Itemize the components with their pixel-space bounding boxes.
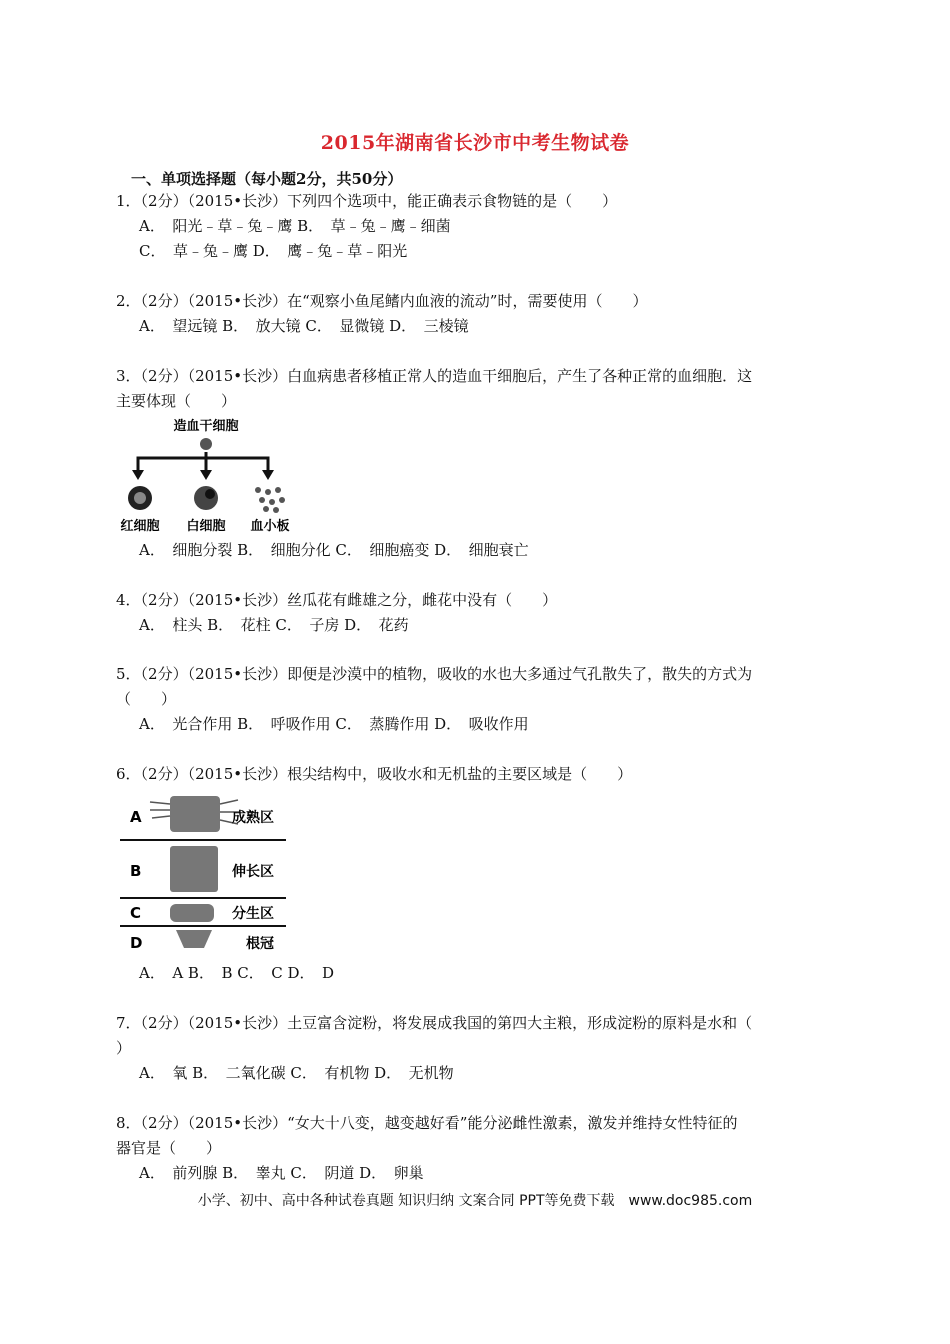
zone-b-letter: B bbox=[130, 862, 142, 880]
question-3-options: A． 细胞分裂 B． 细胞分化 C． 细胞癌变 D． 细胞衰亡 bbox=[139, 541, 529, 559]
question-7-stem-line2: ） bbox=[116, 1039, 132, 1057]
white-blood-cell-label: 白细胞 bbox=[186, 519, 226, 534]
arrow-right-icon bbox=[262, 470, 274, 480]
question-3-stem-line1: 3．（2分）（2015•长沙）白血病患者移植正常人的造血干细胞后，产生了各种正常的血细胞．这 bbox=[116, 367, 753, 385]
zone-a-letter: A bbox=[130, 808, 142, 826]
question-8-stem-line2: 器官是（ ） bbox=[116, 1139, 222, 1157]
question-5-stem-line2: （ ） bbox=[116, 690, 177, 708]
question-4-stem: 4．（2分）（2015•长沙）丝瓜花有雌雄之分，雌花中没有（ ） bbox=[116, 591, 558, 609]
root-tip-diagram bbox=[120, 790, 290, 958]
question-5-stem-line1: 5．（2分）（2015•长沙）即便是沙漠中的植物，吸收的水也大多通过气孔散失了，散失的方式为 bbox=[116, 665, 753, 683]
zone-d-label: 根冠 bbox=[246, 936, 274, 952]
white-blood-cell-shape bbox=[194, 486, 218, 510]
zone-b-label: 伸长区 bbox=[232, 864, 274, 880]
branch-arrows bbox=[138, 458, 268, 470]
arrow-middle-icon bbox=[200, 470, 212, 480]
question-5-options: A． 光合作用 B． 呼吸作用 C． 蒸腾作用 D． 吸收作用 bbox=[139, 715, 529, 733]
question-3-stem-line2: 主要体现（ ） bbox=[116, 392, 237, 410]
platelet-label: 血小板 bbox=[250, 519, 290, 534]
zone-d-letter: D bbox=[130, 934, 143, 952]
page-footer: 小学、初中、高中各种试卷真题 知识归纳 文案合同 PPT等免费下载 www.doc985.com bbox=[197, 1193, 753, 1209]
exam-title: 2015年湖南省长沙市中考生物试卷 bbox=[320, 132, 630, 154]
zone-a-label: 成熟区 bbox=[232, 810, 274, 826]
zone-c-label: 分生区 bbox=[232, 906, 274, 922]
stem-cell-label: 造血干细胞 bbox=[173, 419, 239, 434]
platelets-shape bbox=[255, 487, 285, 513]
zone-c-letter: C bbox=[130, 904, 142, 922]
question-8-stem-line1: 8．（2分）（2015•长沙）“女大十八变，越变越好看”能分泌雌性激素，激发并维持女性特征的 bbox=[116, 1114, 738, 1132]
question-7-options: A． 氧 B． 二氧化碳 C． 有机物 D． 无机物 bbox=[139, 1064, 454, 1082]
question-2-options: A． 望远镜 B． 放大镜 C． 显微镜 D． 三棱镜 bbox=[139, 317, 469, 335]
question-1-options-ab: A． 阳光﹣草﹣兔﹣鹰 B． 草﹣兔﹣鹰﹣细菌 bbox=[139, 217, 451, 235]
stem-cell-shape bbox=[200, 438, 212, 450]
question-6-options: A． A B． B C． C D． D bbox=[139, 964, 335, 982]
question-1-options-cd: C． 草﹣兔﹣鹰 D． 鹰﹣兔﹣草﹣阳光 bbox=[139, 242, 408, 260]
red-blood-cell-label: 红细胞 bbox=[120, 519, 160, 534]
section-heading: 一、单项选择题（每小题2分，共50分） bbox=[131, 170, 403, 188]
question-4-options: A． 柱头 B． 花柱 C． 子房 D． 花药 bbox=[139, 616, 409, 634]
question-2-stem: 2．（2分）（2015•长沙）在“观察小鱼尾鳍内血液的流动”时，需要使用（ ） bbox=[116, 292, 648, 310]
question-7-stem-line1: 7．（2分）（2015•长沙）土豆富含淀粉，将发展成我国的第四大主粮，形成淀粉的原料是水和（ bbox=[116, 1014, 753, 1032]
stem-cell-diagram bbox=[118, 414, 293, 534]
question-6-stem: 6．（2分）（2015•长沙）根尖结构中，吸收水和无机盐的主要区域是（ ） bbox=[116, 765, 633, 783]
question-1-stem: 1．（2分）（2015•长沙）下列四个选项中，能正确表示食物链的是（ ） bbox=[116, 192, 618, 210]
arrow-left-icon bbox=[132, 470, 144, 480]
question-8-options: A． 前列腺 B． 睾丸 C． 阴道 D． 卵巢 bbox=[139, 1164, 424, 1182]
